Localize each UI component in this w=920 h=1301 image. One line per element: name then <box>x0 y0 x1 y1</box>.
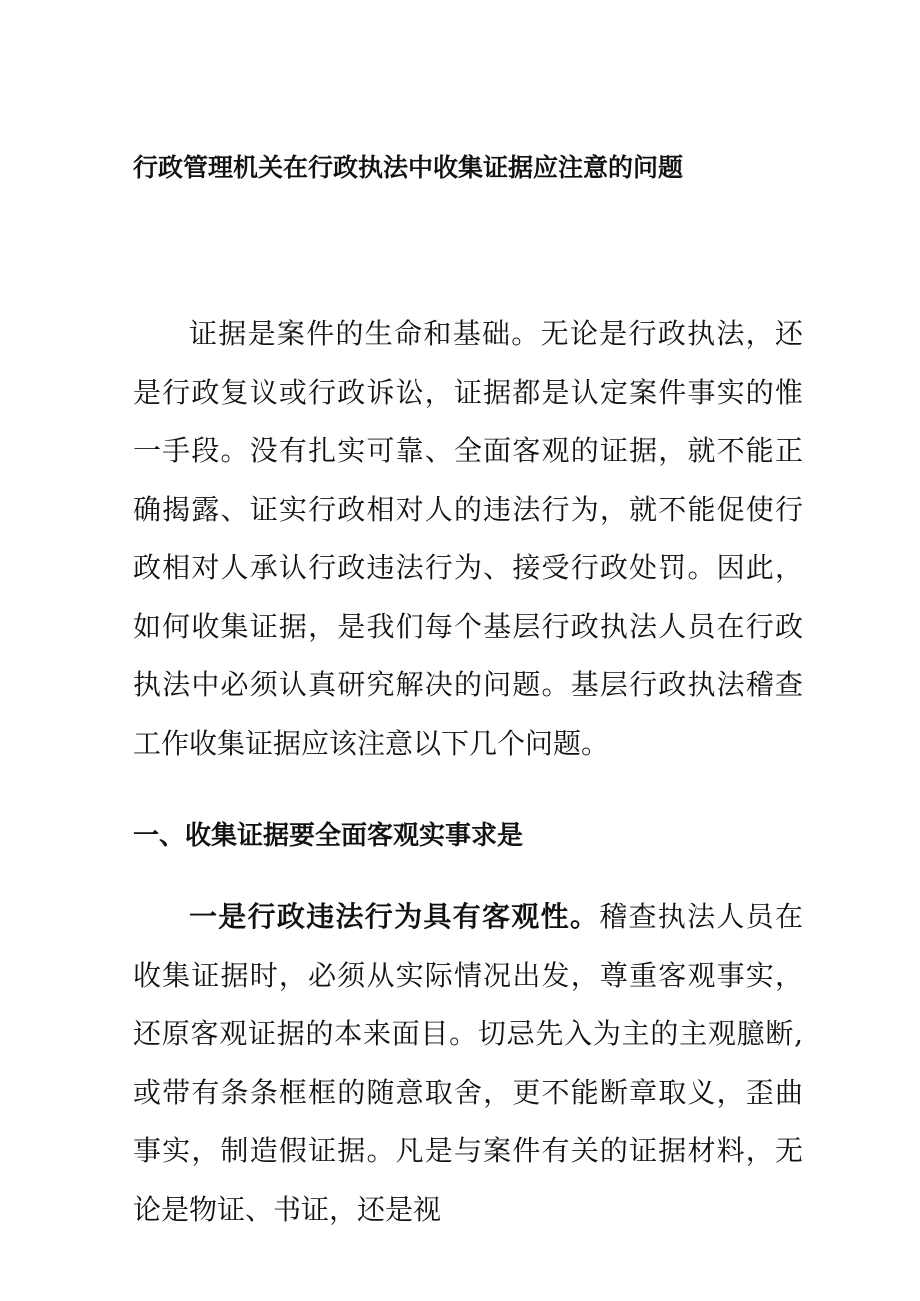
section-heading: 一、收集证据要全面客观实事求是 <box>133 821 524 851</box>
section-paragraph-lead: 一是行政违法行为具有客观性。 <box>189 900 600 933</box>
intro-paragraph: 证据是案件的生命和基础。无论是行政执法，还是行政复议或行政诉讼，证据都是认定案件事实的惟一手段。没有扎实可靠、全面客观的证据，就不能正确揭露、证实行政相对人的违法行为，就不能促使行政相对人承认行政违法行为、接受行政处罚。因此，如何收集证据，是我们每个基层行政执法人员在行政执法中必须认真研究解决的问题。基层行政执法稽查工作收集证据应该注意以下几个问题。 <box>133 317 803 760</box>
document-title: 行政管理机关在行政执法中收集证据应注意的问题 <box>133 153 684 182</box>
section-paragraph-body: 稽查执法人员在收集证据时，必须从实际情况出发，尊重客观事实，还原客观证据的本来面目。切忌先入为主的主观臆断,或带有条条框框的随意取舍，更不能断章取义，歪曲事实，制造假证据。凡是与案件有关的证据材料，无论是物证、书证，还是视 <box>133 900 803 1226</box>
section-paragraph <box>133 888 803 1239</box>
